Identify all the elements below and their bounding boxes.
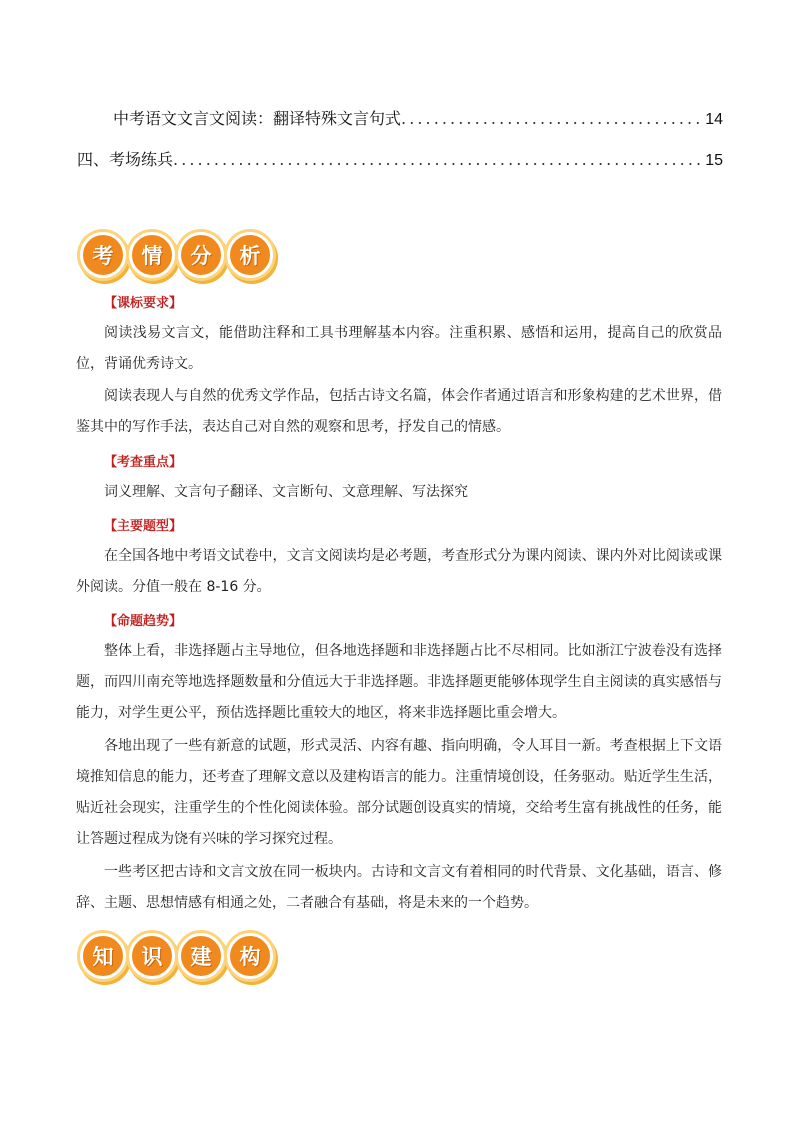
badge-char: 析 [227,232,273,278]
paragraph: 在全国各地中考语文试卷中，文言文阅读均是必考题，考查形式分为课内阅读、课内外对比阅读或课外阅读。分值一般在 8-16 分。 [76,548,722,595]
section-heading-tixing: 【主要题型】 [104,519,183,534]
toc-page-number: 14 [705,111,723,128]
paragraph: 整体上看，非选择题占主导地位，但各地选择题和非选择题占比不尽相同。比如浙江宁波卷没有选择题，而四川南充等地选择题数量和分值远大于非选择题。非选择题更能够体现学生自主阅读的真实感悟与能力，对学生更公平，预估选择题比重较大的地区，将来非选择题比重会增大。 [76,643,722,721]
zhishi-jiangou-banner [80,933,276,979]
kaoqing-fenxi-banner [80,232,276,278]
badge-char: 知 [80,933,126,979]
paragraph: 一些考区把古诗和文言文放在同一板块内。古诗和文言文有着相同的时代背景、文化基础，语言、修辞、主题、思想情感有相通之处，二者融合有基础，将是未来的一个趋势。 [76,864,722,911]
toc-leader [173,150,703,169]
toc-entry[interactable] [77,147,723,170]
badge-char: 情 [129,232,175,278]
paragraph: 阅读浅易文言文，能借助注释和工具书理解基本内容。注重积累、感悟和运用，提高自己的欣赏品位，背诵优秀诗文。 [76,325,722,372]
badge-char: 考 [80,232,126,278]
badge-char: 建 [178,933,224,979]
section-heading-kebiao: 【课标要求】 [104,296,183,311]
toc-page-number: 15 [705,152,723,169]
badge-char: 识 [129,933,175,979]
toc-leader [401,109,703,128]
paragraph: 阅读表现人与自然的优秀文学作品，包括古诗文名篇，体会作者通过语言和形象构建的艺术世界，借鉴其中的写作手法，表达自己对自然的观察和思考，抒发自己的情感。 [76,388,722,435]
section-heading-qushi: 【命题趋势】 [104,614,183,629]
toc-entry[interactable] [113,106,723,129]
paragraph: 各地出现了一些有新意的试题，形式灵活、内容有趣、指向明确，令人耳目一新。考查根据上下文语境推知信息的能力，还考查了理解文意以及建构语言的能力。注重情境创设，任务驱动。贴近学生生活，贴近社会现实，注重学生的个性化阅读体验。部分试题创设真实的情境，交给考生富有挑战性的任务，能让答题过程成为饶有兴味的学习探究过程。 [76,738,722,847]
paragraph: 词义理解、文言句子翻译、文言断句、文意理解、写法探究 [104,484,468,500]
badge-char: 分 [178,232,224,278]
toc-entry-title: 中考语文文言文阅读：翻译特殊文言句式 [113,109,402,128]
section-heading-kaocha: 【考查重点】 [104,455,183,470]
badge-char: 构 [227,933,273,979]
toc-entry-title: 四、考场练兵 [77,150,174,169]
